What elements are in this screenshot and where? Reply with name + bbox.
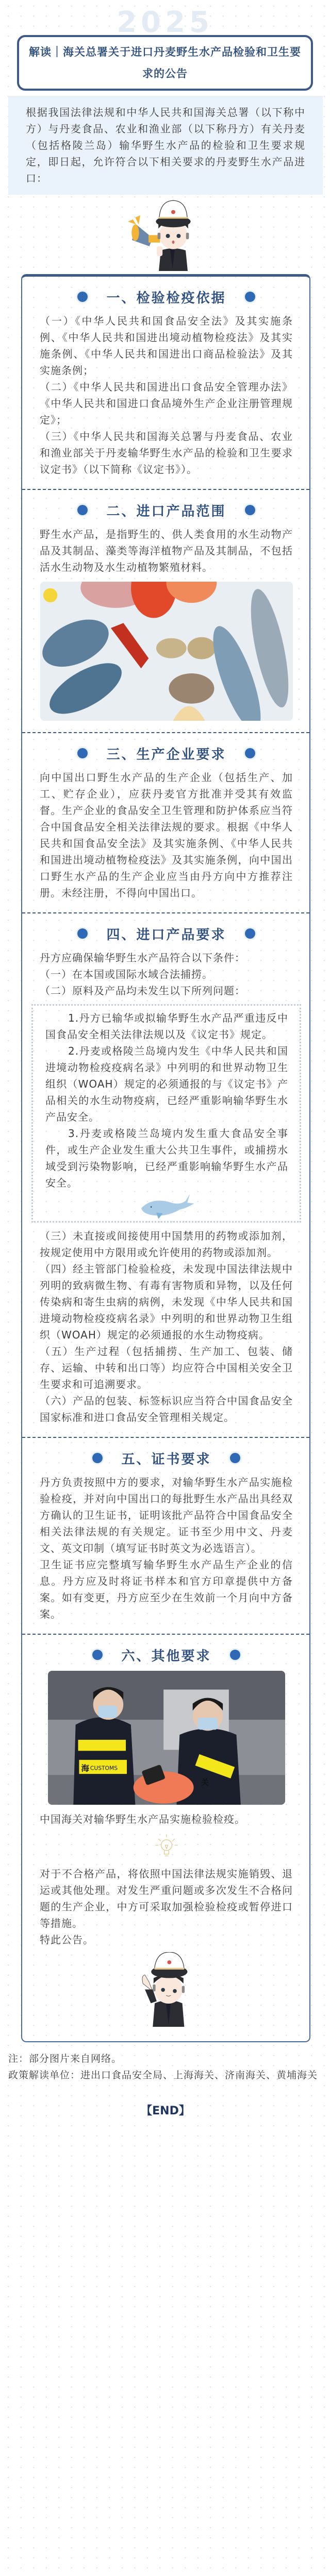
section-heading-4 <box>40 925 293 942</box>
bullet-dot-icon <box>245 748 255 758</box>
condition-item: 1.丹方已输华或拟输华野生水产品严重违反中国食品安全相关法律法规以及《议定书》规定。 <box>45 1012 288 1041</box>
section-title: 四、进口产品要求 <box>106 927 226 943</box>
bullet-dot-icon <box>77 748 88 758</box>
customs-mascot-megaphone-illustration <box>124 199 206 271</box>
section-title: 五、证书要求 <box>121 1451 211 1467</box>
section-heading-3 <box>40 744 293 762</box>
paragraph: 向中国出口野生水产品的生产企业（包括生产、加工、贮存企业），应获丹麦官方批准并受其有效监督。生产企业的食品安全卫生管理和防护体系应当符合中国食品安全相关法律法规的要求。根据《中华人民共和国食品安全法》及其实施条例、《中华人民共和国进出境动植物检疫法》及其实施条例，向中国出口野生水产品的生产企业应当由丹方向中方推荐注册。未经注册，不得向中国出口。 <box>40 771 293 899</box>
section-2 <box>22 490 309 732</box>
end-marker: 【END】 <box>141 2105 190 2117</box>
paragraph: 特此公告。 <box>40 1934 94 1946</box>
image-source-note: 注：部分图片来自网络。 <box>8 2053 122 2064</box>
paragraph: （三）《中华人民共和国海关总署与丹麦食品、农业和渔业部关于丹麦输华野生水产品的检验和卫生要求议定书》（以下简称《议定书》）。 <box>40 430 293 476</box>
conditions-box <box>31 1004 301 1223</box>
paragraph: （六）产品的包装、标签标识应当符合中国食品安全国家标准和进口食品安全管理相关规定。 <box>40 1395 293 1423</box>
article-title: 解读｜海关总署关于进口丹麦野生水产品检验和卫生要求的公告 <box>29 46 301 80</box>
section-6 <box>22 1635 309 2041</box>
section-title: 一、检验检疫依据 <box>106 290 226 306</box>
section-4 <box>22 913 309 1437</box>
bullet-dot-icon <box>230 1453 240 1463</box>
condition-item: 3.丹麦或格陵兰岛境内发生重大食品安全事件，或生产企业发生重大公共卫生事件，或捕捞水域受到污染物影响，已经严重影响输华野生水产品安全。 <box>45 1127 288 1189</box>
bullet-dot-icon <box>77 505 88 515</box>
article-title-box <box>17 35 313 91</box>
footer <box>0 2042 330 2118</box>
policy-interpretation-units: 政策解读单位：进出口食品安全局、上海海关、济南海关、黄埔海关 <box>8 2070 318 2081</box>
paragraph: 对于不合格产品，将依照中国法律法规实施销毁、退运或其他处理。对发生严重问题或多次发生不合格问题的生产企业，中方可采取加强检验检疫或暂停进口等措施。 <box>40 1868 293 1929</box>
paragraph: 丹方应确保输华野生水产品符合以下条件： <box>40 952 245 964</box>
paragraph: 野生水产品，是指野生的、供人类食用的水生动物产品及其制品、藻类等海洋植物产品及其制品，不包括活水生动物及水生动植物繁殖材料。 <box>40 528 293 573</box>
section-heading-6 <box>40 1646 293 1664</box>
customs-mascot-waving-illustration <box>133 1952 200 2027</box>
paragraph: （二）原料及产品均未发生以下所列问题： <box>40 985 245 997</box>
paragraph: 丹方负责按照中方的要求，对输华野生水产品实施检验检疫，并对向中国出口的每批野生水产品出具经双方确认的卫生证书，证明该批产品符合中国食品安全相关法律法规的有关规定。证书至少用中文、丹麦文、英文印制（填写证书时英文为必选语言）。 <box>40 1476 293 1554</box>
bullet-dot-icon <box>245 505 255 515</box>
bullet-dot-icon <box>245 928 255 939</box>
bullet-dot-icon <box>92 1453 103 1463</box>
bullet-dot-icon <box>92 1650 103 1660</box>
section-1 <box>22 277 309 489</box>
paragraph: 卫生证书应完整填写输华野生水产品生产企业的信息。丹方应及时将证书样本和官方印章提供中方备案。如有变更，丹方应至少在生效前一个月向中方备案。 <box>40 1558 293 1620</box>
section-5 <box>22 1438 309 1634</box>
paragraph: 中国海关对输华野生水产品实施检验检疫。 <box>40 1813 245 1825</box>
paragraph: （四）经主管部门检验检疫，未发现中国法律法规中列明的致病微生物、有毒有害物质和异物，以及任何传染病和寄生虫病的病例，未发现《中华人民共和国进境动物检疫疫病名录》中列明的和世界动物卫生组织（WOAH）规定的必须通报的水生动物疫病。 <box>40 1263 293 1341</box>
section-title: 三、生产企业要求 <box>106 747 226 762</box>
paragraph: （二）《中华人民共和国进出口食品安全管理办法》《中华人民共和国进口食品境外生产企业注册管理规定》； <box>40 381 293 426</box>
section-heading-1 <box>40 288 293 306</box>
paragraph: （一）在本国或国际水域合法捕捞。 <box>40 968 213 980</box>
paragraph: （三）未直接或间接使用中国禁用的药物或添加剂，按规定使用中方限用或允许使用的药物或添加剂。 <box>40 1230 293 1259</box>
section-title: 二、进口产品范围 <box>106 503 226 519</box>
vest-badge-text: CUSTOMS <box>90 1765 118 1772</box>
content-card <box>21 274 310 2042</box>
year-watermark: 2025 <box>117 6 213 39</box>
section-heading-2 <box>40 501 293 519</box>
seafood-photo <box>40 582 293 721</box>
section-heading-5 <box>40 1449 293 1467</box>
lightbulb-icon <box>154 1833 179 1860</box>
vest-badge-text: 海 <box>80 1764 89 1773</box>
condition-item: 2.丹麦或格陵兰岛境内发生《中华人民共和国进境动物检疫疫病名录》中列明的和世界动物卫生组织（WOAH）规定的必须通报的与《议定书》产品相关的水生动物疫病，已经严重影响输华野生水产品安全。 <box>45 1045 288 1123</box>
intro-text: 根据我国法律法规和中华人民共和国海关总署（以下称中方）与丹麦食品、农业和渔业部（以下称丹方）有关丹麦（包括格陵兰岛）输华野生水产品的检验和卫生要求规定，即日起，允许符合以下相关要求的丹麦野生水产品进口： <box>26 106 305 184</box>
paragraph: （五）生产过程（包括捕捞、生产加工、包装、储存、运输、中转和出口等）均应符合中国相关安全卫生要求和可追溯要求。 <box>40 1345 293 1391</box>
vest-badge-text: 关 <box>201 1778 209 1787</box>
bullet-dot-icon <box>245 292 255 302</box>
customs-inspection-photo <box>48 1671 285 1805</box>
whale-illustration <box>136 1193 198 1219</box>
section-3 <box>22 733 309 912</box>
bullet-dot-icon <box>77 292 88 302</box>
intro-panel <box>8 96 323 195</box>
bullet-dot-icon <box>77 928 88 939</box>
paragraph: （一）《中华人民共和国食品安全法》及其实施条例、《中华人民共和国进出境动植物检疫法》及其实施条例、《中华人民共和国进出口商品检验法》及其实施条例； <box>40 315 293 377</box>
bullet-dot-icon <box>230 1650 240 1660</box>
section-title: 六、其他要求 <box>121 1648 211 1664</box>
